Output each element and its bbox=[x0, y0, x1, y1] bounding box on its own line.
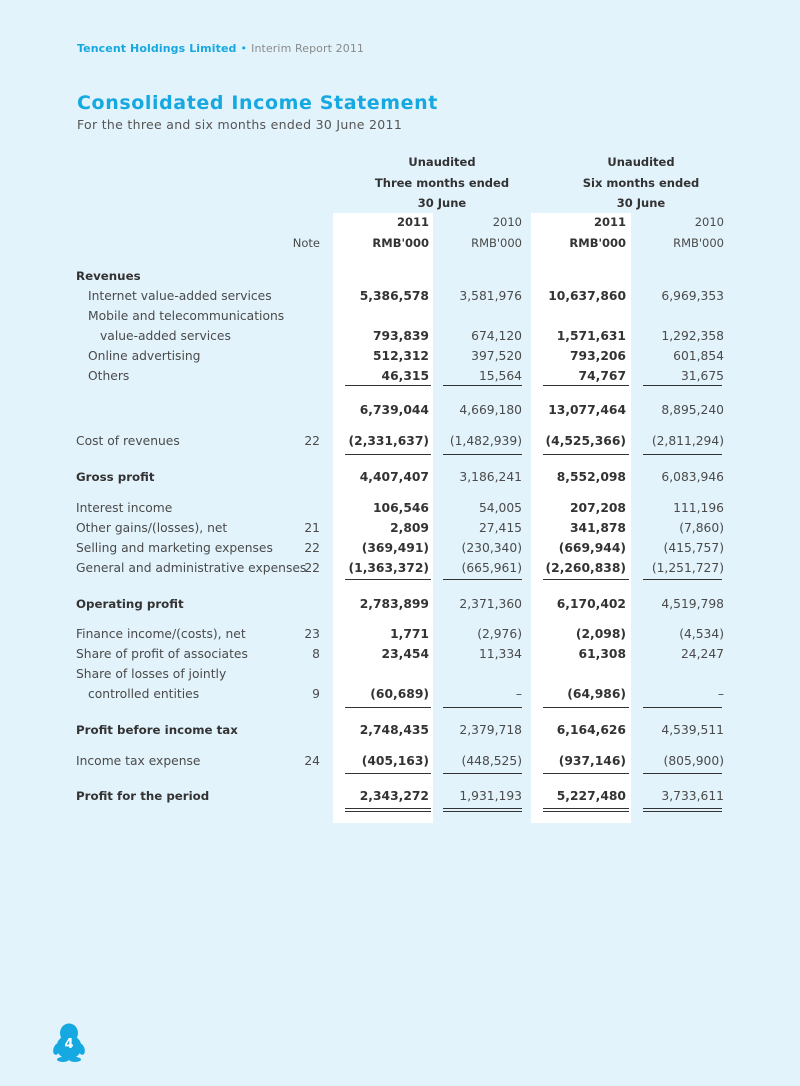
row-value-col4: (7,860) bbox=[679, 521, 724, 535]
row-value-col1: 2,809 bbox=[390, 521, 429, 535]
group2-status: Unaudited bbox=[607, 155, 675, 169]
row-value-col1: (369,491) bbox=[361, 541, 429, 555]
underline-rule bbox=[345, 454, 431, 455]
row-value-col3: (669,944) bbox=[558, 541, 626, 555]
row-value-col3: 793,206 bbox=[569, 349, 626, 363]
double-underline-rule bbox=[643, 808, 722, 809]
row-value-col1: (60,689) bbox=[370, 687, 429, 701]
underline-rule bbox=[443, 454, 522, 455]
row-value-col2: 1,931,193 bbox=[459, 789, 522, 803]
group1-period: Three months ended bbox=[374, 176, 510, 190]
underline-rule bbox=[643, 707, 722, 708]
table-row bbox=[0, 721, 800, 741]
table-row bbox=[0, 665, 800, 685]
row-value-col1: 6,739,044 bbox=[359, 403, 429, 417]
row-value-col3: 1,571,631 bbox=[556, 329, 626, 343]
table-row bbox=[0, 327, 800, 347]
row-value-col1: 793,839 bbox=[372, 329, 429, 343]
row-note: 22 bbox=[304, 561, 320, 575]
row-label: Selling and marketing expenses bbox=[76, 541, 273, 555]
row-label: Income tax expense bbox=[76, 754, 201, 768]
report-name: Interim Report 2011 bbox=[251, 42, 365, 55]
row-value-col3: (2,098) bbox=[575, 627, 626, 641]
company-name: Tencent Holdings Limited bbox=[77, 42, 237, 55]
table-row bbox=[0, 432, 800, 452]
row-value-col1: (405,163) bbox=[361, 754, 429, 768]
table-row bbox=[0, 401, 800, 421]
row-value-col3: (4,525,366) bbox=[545, 434, 626, 448]
row-value-col4: 4,539,511 bbox=[661, 723, 724, 737]
row-value-col4: 31,675 bbox=[680, 369, 724, 383]
year-header-4: 2010 bbox=[694, 215, 724, 229]
table-row bbox=[0, 752, 800, 772]
row-value-col2: (665,961) bbox=[461, 561, 522, 575]
table-row bbox=[0, 307, 800, 327]
row-value-col2: 3,186,241 bbox=[459, 470, 522, 484]
row-label: Mobile and telecommunications bbox=[88, 309, 285, 323]
row-label: Online advertising bbox=[88, 349, 201, 363]
row-value-col4: – bbox=[717, 687, 724, 701]
row-value-col1: 46,315 bbox=[381, 369, 429, 383]
row-label: Other gains/(losses), net bbox=[76, 521, 228, 535]
double-underline-rule bbox=[345, 808, 431, 809]
table-row bbox=[0, 347, 800, 367]
row-label: Finance income/(costs), net bbox=[76, 627, 246, 641]
page-number-badge bbox=[51, 1022, 87, 1062]
row-label: value-added services bbox=[100, 329, 231, 343]
row-value-col4: 1,292,358 bbox=[661, 329, 724, 343]
row-value-col1: 2,783,899 bbox=[359, 597, 429, 611]
table-row bbox=[0, 499, 800, 519]
row-value-col1: 512,312 bbox=[372, 349, 429, 363]
table-row bbox=[0, 625, 800, 645]
table-row bbox=[0, 367, 800, 387]
underline-rule bbox=[543, 385, 629, 386]
row-value-col4: 6,083,946 bbox=[661, 470, 724, 484]
row-value-col3: 5,227,480 bbox=[556, 789, 626, 803]
underline-rule bbox=[543, 454, 629, 455]
table-row bbox=[0, 267, 800, 287]
unit-header-2: RMB'000 bbox=[471, 236, 522, 250]
row-value-col1: 106,546 bbox=[372, 501, 429, 515]
row-value-col1: 2,748,435 bbox=[359, 723, 429, 737]
table-row bbox=[0, 519, 800, 539]
row-label: Operating profit bbox=[76, 597, 184, 611]
underline-rule bbox=[543, 579, 629, 580]
row-value-col4: 24,247 bbox=[680, 647, 724, 661]
row-value-col4: 3,733,611 bbox=[661, 789, 724, 803]
year-header-2: 2010 bbox=[492, 215, 522, 229]
year-header-1: 2011 bbox=[396, 215, 429, 229]
row-value-col2: 3,581,976 bbox=[459, 289, 522, 303]
underline-rule bbox=[643, 385, 722, 386]
row-value-col3: 13,077,464 bbox=[548, 403, 626, 417]
row-label: Gross profit bbox=[76, 470, 155, 484]
row-label: Share of losses of jointly bbox=[76, 667, 227, 681]
row-value-col1: 2,343,272 bbox=[359, 789, 429, 803]
row-label: Share of profit of associates bbox=[76, 647, 248, 661]
header-separator: • bbox=[240, 42, 248, 55]
row-value-col3: 10,637,860 bbox=[548, 289, 626, 303]
row-value-col2: 2,371,360 bbox=[459, 597, 522, 611]
running-header bbox=[77, 42, 364, 55]
table-row bbox=[0, 468, 800, 488]
row-value-col4: (415,757) bbox=[663, 541, 724, 555]
row-value-col2: 27,415 bbox=[478, 521, 522, 535]
underline-rule bbox=[345, 579, 431, 580]
row-value-col4: (1,251,727) bbox=[651, 561, 724, 575]
row-value-col3: (937,146) bbox=[558, 754, 626, 768]
row-value-col3: (64,986) bbox=[567, 687, 626, 701]
table-row bbox=[0, 559, 800, 579]
double-underline-rule bbox=[443, 808, 522, 809]
unit-header-4: RMB'000 bbox=[673, 236, 724, 250]
row-value-col2: (448,525) bbox=[461, 754, 522, 768]
row-value-col1: 23,454 bbox=[381, 647, 429, 661]
row-value-col4: (805,900) bbox=[663, 754, 724, 768]
table-row bbox=[0, 685, 800, 705]
underline-rule bbox=[345, 707, 431, 708]
row-value-col2: 397,520 bbox=[471, 349, 522, 363]
year-header-3: 2011 bbox=[593, 215, 626, 229]
row-value-col1: (1,363,372) bbox=[348, 561, 429, 575]
row-value-col2: (1,482,939) bbox=[449, 434, 522, 448]
table-row bbox=[0, 645, 800, 665]
group2-date: 30 June bbox=[616, 196, 666, 210]
row-value-col2: 4,669,180 bbox=[459, 403, 522, 417]
row-value-col3: (2,260,838) bbox=[545, 561, 626, 575]
row-label: Revenues bbox=[76, 269, 141, 283]
row-label: General and administrative expenses bbox=[76, 561, 307, 575]
row-value-col3: 207,208 bbox=[569, 501, 626, 515]
row-value-col4: 4,519,798 bbox=[661, 597, 724, 611]
row-value-col2: – bbox=[515, 687, 522, 701]
page-number: 4 bbox=[64, 1037, 74, 1052]
row-note: 21 bbox=[304, 521, 320, 535]
table-row bbox=[0, 787, 800, 807]
underline-rule bbox=[543, 707, 629, 708]
row-value-col3: 8,552,098 bbox=[556, 470, 626, 484]
row-value-col4: (2,811,294) bbox=[651, 434, 724, 448]
table-row bbox=[0, 287, 800, 307]
double-underline-rule bbox=[443, 811, 522, 812]
row-value-col1: (2,331,637) bbox=[348, 434, 429, 448]
row-value-col4: 601,854 bbox=[673, 349, 724, 363]
row-label: Interest income bbox=[76, 501, 173, 515]
row-note: 24 bbox=[304, 754, 320, 768]
underline-rule bbox=[643, 773, 722, 774]
underline-rule bbox=[643, 454, 722, 455]
page-subtitle: For the three and six months ended 30 June 2011 bbox=[77, 117, 403, 132]
row-value-col2: 54,005 bbox=[478, 501, 522, 515]
row-value-col4: 111,196 bbox=[673, 501, 724, 515]
row-value-col1: 4,407,407 bbox=[359, 470, 429, 484]
row-value-col3: 61,308 bbox=[578, 647, 626, 661]
table-row bbox=[0, 595, 800, 615]
row-label: controlled entities bbox=[88, 687, 200, 701]
row-value-col2: (230,340) bbox=[461, 541, 522, 555]
row-label: Profit before income tax bbox=[76, 723, 238, 737]
row-value-col3: 6,164,626 bbox=[556, 723, 626, 737]
group1-date: 30 June bbox=[417, 196, 467, 210]
double-underline-rule bbox=[543, 811, 629, 812]
row-label: Profit for the period bbox=[76, 789, 210, 803]
double-underline-rule bbox=[543, 808, 629, 809]
underline-rule bbox=[345, 773, 431, 774]
row-note: 23 bbox=[304, 627, 320, 641]
row-value-col2: (2,976) bbox=[477, 627, 522, 641]
underline-rule bbox=[443, 707, 522, 708]
row-value-col2: 674,120 bbox=[471, 329, 522, 343]
row-value-col3: 6,170,402 bbox=[556, 597, 626, 611]
row-value-col3: 341,878 bbox=[569, 521, 626, 535]
row-value-col4: 8,895,240 bbox=[661, 403, 724, 417]
unit-header-1: RMB'000 bbox=[372, 236, 429, 250]
double-underline-rule bbox=[345, 811, 431, 812]
unit-header-3: RMB'000 bbox=[569, 236, 626, 250]
double-underline-rule bbox=[643, 811, 722, 812]
underline-rule bbox=[345, 385, 431, 386]
row-value-col1: 5,386,578 bbox=[359, 289, 429, 303]
underline-rule bbox=[443, 579, 522, 580]
row-label: Cost of revenues bbox=[76, 434, 180, 448]
row-note: 22 bbox=[304, 541, 320, 555]
row-note: 22 bbox=[304, 434, 320, 448]
row-value-col2: 2,379,718 bbox=[459, 723, 522, 737]
note-header: Note bbox=[292, 236, 320, 250]
underline-rule bbox=[443, 385, 522, 386]
row-value-col4: (4,534) bbox=[679, 627, 724, 641]
row-note: 9 bbox=[312, 687, 320, 701]
group1-status: Unaudited bbox=[408, 155, 476, 169]
page-title: Consolidated Income Statement bbox=[77, 92, 438, 114]
row-note: 8 bbox=[312, 647, 320, 661]
group2-period: Six months ended bbox=[582, 176, 700, 190]
row-value-col3: 74,767 bbox=[578, 369, 626, 383]
row-value-col2: 15,564 bbox=[478, 369, 522, 383]
row-value-col4: 6,969,353 bbox=[661, 289, 724, 303]
row-label: Internet value-added services bbox=[88, 289, 272, 303]
row-value-col2: 11,334 bbox=[478, 647, 522, 661]
row-value-col1: 1,771 bbox=[390, 627, 429, 641]
underline-rule bbox=[643, 579, 722, 580]
row-label: Others bbox=[88, 369, 130, 383]
underline-rule bbox=[543, 773, 629, 774]
table-row bbox=[0, 539, 800, 559]
underline-rule bbox=[443, 773, 522, 774]
